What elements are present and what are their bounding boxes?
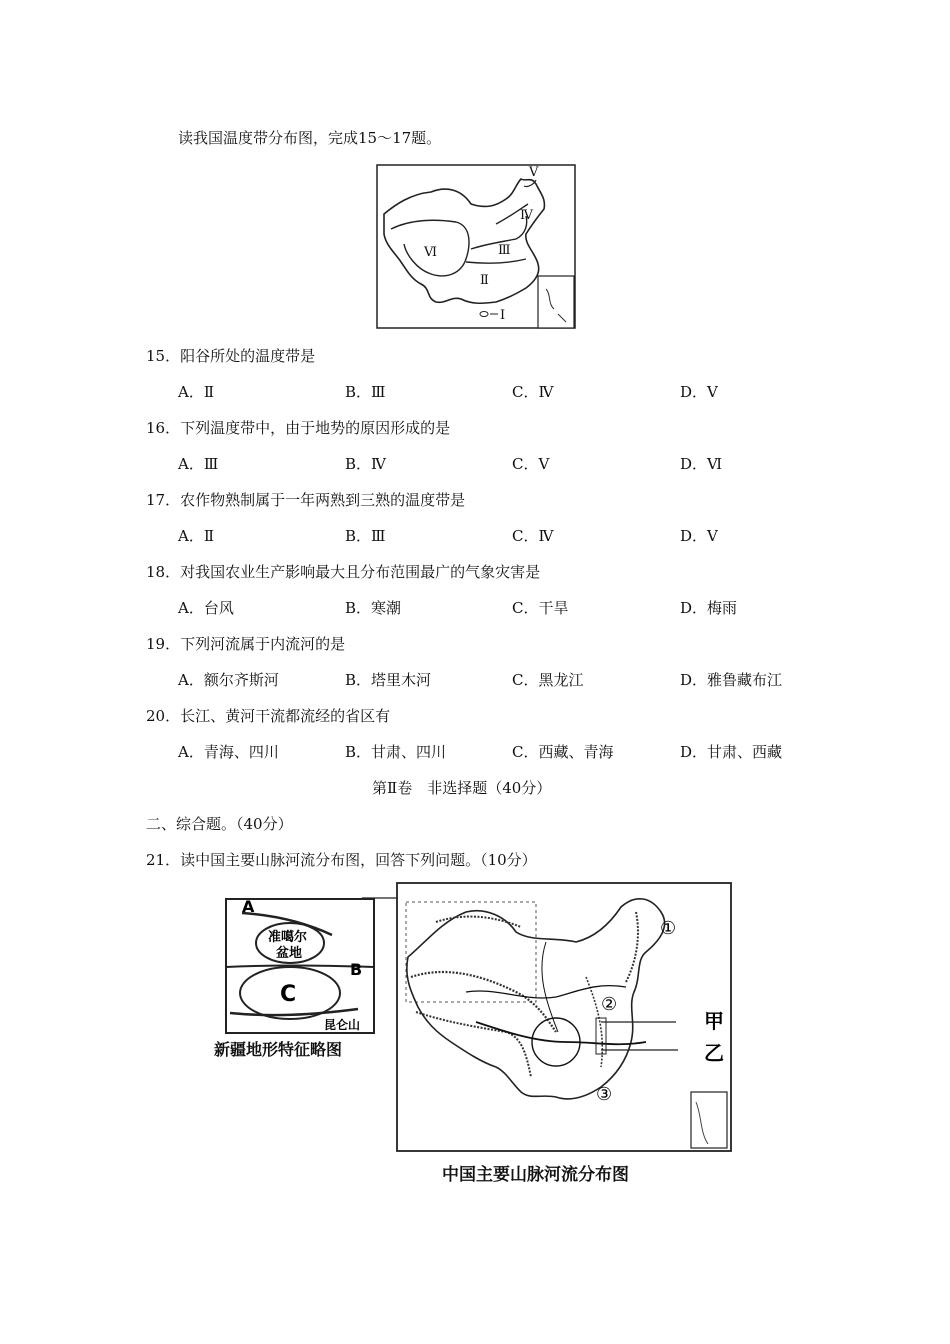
kunlun-label: 昆仑山 [324, 1018, 361, 1032]
question-17-option-d: D．Ⅴ [680, 527, 718, 545]
question-21-stem: 21．读中国主要山脉河流分布图，回答下列问题。（10分） [146, 851, 537, 869]
question-16-option-c: C．Ⅴ [512, 455, 550, 473]
china-mountains-rivers-map [396, 882, 736, 1185]
map-marker-2: ② [601, 994, 618, 1015]
question-19-option-c: C．黑龙江 [512, 671, 584, 689]
question-17-option-a: A．Ⅱ [178, 527, 215, 545]
question-19-stem: 19．下列河流属于内流河的是 [146, 635, 346, 653]
zone-label-3: Ⅲ [498, 243, 511, 258]
question-15-option-c: C．Ⅳ [512, 383, 554, 401]
question-17-option-b: B．Ⅲ [345, 527, 386, 545]
map-marker-1: ① [660, 918, 677, 939]
zone-label-2: Ⅱ [480, 273, 489, 288]
question-16-option-d: D．Ⅵ [680, 455, 723, 473]
question-17-stem: 17．农作物熟制属于一年两熟到三熟的温度带是 [146, 491, 466, 509]
zone-label-1: Ⅰ [500, 308, 506, 323]
question-15-option-a: A．Ⅱ [178, 383, 215, 401]
temperature-zone-map [376, 164, 576, 329]
question-19-option-a: A．额尔齐斯河 [178, 671, 279, 689]
question-16-option-b: B．Ⅳ [345, 455, 387, 473]
part-2-heading: 二、综合题。（40分） [146, 815, 293, 833]
question-19-option-d: D．雅鲁藏布江 [680, 671, 783, 689]
question-18-option-c: C．干旱 [512, 599, 569, 617]
intro-text: 读我国温度带分布图，完成15～17题。 [178, 129, 442, 147]
question-19-option-b: B．塔里木河 [345, 671, 432, 689]
label-jia: 甲 [704, 1009, 724, 1033]
question-17-option-c: C．Ⅳ [512, 527, 554, 545]
xinjiang-label-b: B [350, 960, 363, 979]
zone-label-5: Ⅴ [529, 165, 539, 180]
question-20-stem: 20．长江、黄河干流都流经的省区有 [146, 707, 391, 725]
section-2-title: 第Ⅱ卷 非选择题（40分） [372, 779, 552, 797]
zone-label-4: Ⅳ [520, 208, 533, 223]
question-18-option-b: B．寒潮 [345, 599, 402, 617]
question-18-option-d: D．梅雨 [680, 599, 738, 617]
question-20-option-a: A．青海、四川 [178, 743, 279, 761]
question-18-stem: 18．对我国农业生产影响最大且分布范围最广的气象灾害是 [146, 563, 541, 581]
basin-label-line1: 准噶尔 [268, 930, 308, 945]
question-18-option-a: A．台风 [178, 599, 234, 617]
question-16-option-a: A．Ⅲ [178, 455, 219, 473]
xinjiang-label-a: A [242, 897, 255, 916]
xinjiang-map-caption: 新疆地形特征略图 [214, 1040, 343, 1059]
label-yi: 乙 [704, 1041, 724, 1065]
question-15-option-d: D．Ⅴ [680, 383, 718, 401]
question-20-option-b: B．甘肃、四川 [345, 743, 447, 761]
xinjiang-label-c: C [280, 982, 297, 1007]
question-20-option-c: C．西藏、青海 [512, 743, 614, 761]
question-16-stem: 16．下列温度带中，由于地势的原因形成的是 [146, 419, 451, 437]
xinjiang-terrain-map [212, 885, 382, 1065]
basin-label-line2: 盆地 [276, 946, 303, 961]
china-map-caption: 中国主要山脉河流分布图 [442, 1165, 629, 1185]
zone-label-6: Ⅵ [424, 245, 438, 260]
question-15-option-b: B．Ⅲ [345, 383, 386, 401]
question-15-stem: 15．阳谷所处的温度带是 [146, 347, 316, 365]
question-20-option-d: D．甘肃、西藏 [680, 743, 783, 761]
map-marker-3: ③ [596, 1084, 613, 1105]
